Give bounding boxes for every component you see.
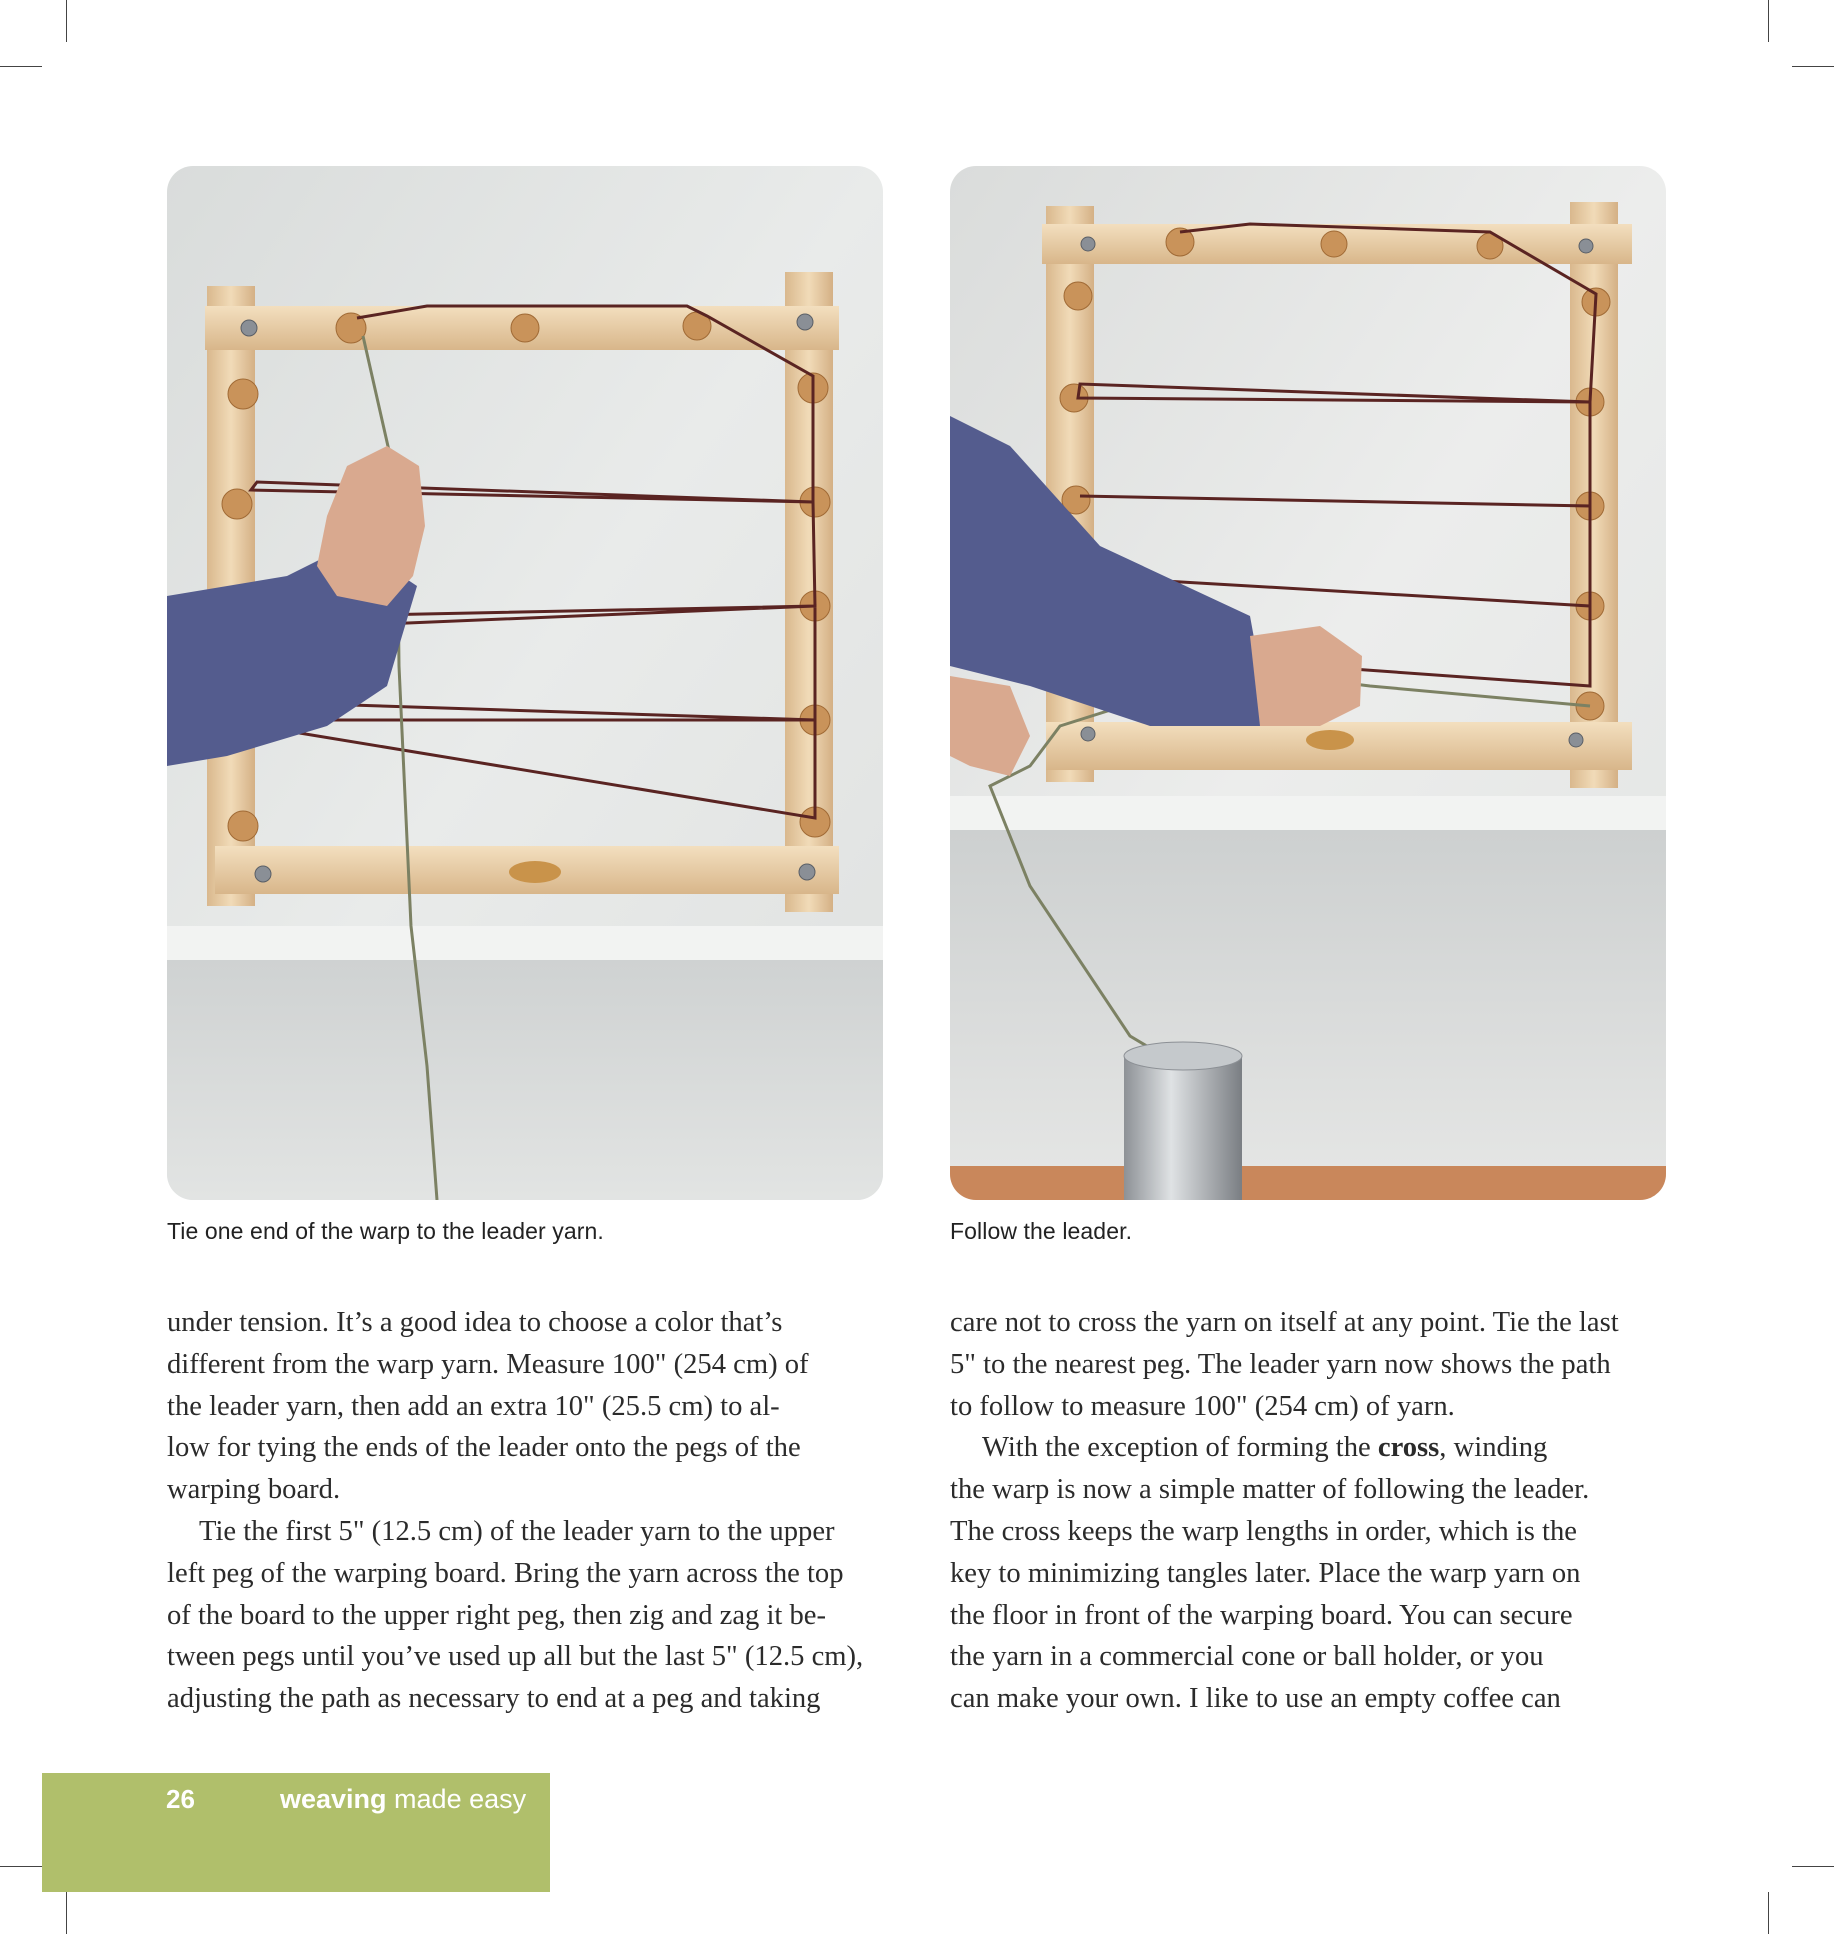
text-line: adjusting the path as necessary to end at a peg and taking (167, 1683, 821, 1715)
text-line (950, 1427, 1672, 1469)
crop-mark (66, 0, 67, 42)
text-line: can make your own. I like to use an empty coffee can (950, 1683, 1561, 1715)
text-line: of the board to the upper right peg, then zig and zag it be- (167, 1599, 827, 1631)
crop-mark (66, 1892, 67, 1934)
photo-warping-board-tie-leader (167, 166, 883, 1200)
paragraph (167, 1302, 889, 1511)
running-title-rest: made easy (386, 1784, 527, 1814)
text-line: warping board. (167, 1474, 341, 1506)
text-line: key to minimizing tangles later. Place the warp yarn on (950, 1557, 1581, 1589)
page-number: 26 (166, 1784, 195, 1814)
text-line: low for tying the ends of the leader onto the pegs of the (167, 1432, 801, 1464)
crop-mark (1792, 66, 1834, 67)
crop-mark (1792, 1866, 1834, 1867)
text-line: to follow to measure 100" (254 cm) of yarn. (950, 1390, 1455, 1422)
figure-caption-left: Tie one end of the warp to the leader yarn. (167, 1218, 604, 1244)
photo-warping-board-follow-leader (950, 166, 1666, 1200)
text-line: under tension. It’s a good idea to choose a color that’s (167, 1307, 783, 1338)
paragraph (167, 1511, 889, 1720)
text-line: Tie the first 5" (12.5 cm) of the leader yarn to the upper (199, 1515, 835, 1547)
text-line: the warp is now a simple matter of following the leader. (950, 1474, 1590, 1506)
text-line: the yarn in a commercial cone or ball holder, or you (950, 1641, 1544, 1673)
text-line: care not to cross the yarn on itself at any point. Tie the last (950, 1307, 1619, 1338)
text-run: , winding (1439, 1432, 1548, 1464)
body-column-left (167, 1302, 889, 1720)
paragraph (950, 1302, 1672, 1427)
crop-mark (1768, 0, 1769, 42)
running-title (280, 1784, 526, 1815)
text-run: With the exception of forming the (982, 1432, 1378, 1464)
running-title-bold: weaving (280, 1784, 387, 1814)
text-line: the leader yarn, then add an extra 10" (25.5 cm) to al- (167, 1390, 780, 1422)
text-line: different from the warp yarn. Measure 100" (254 cm) of (167, 1348, 809, 1380)
paragraph (950, 1427, 1672, 1720)
crop-mark (0, 1866, 42, 1867)
crop-mark (1768, 1892, 1769, 1934)
term-cross: cross (1377, 1432, 1440, 1464)
text-line: the floor in front of the warping board. You can secure (950, 1599, 1573, 1631)
text-line: left peg of the warping board. Bring the yarn across the top (167, 1557, 844, 1589)
body-column-right (950, 1302, 1672, 1720)
crop-mark (0, 66, 42, 67)
text-line: 5" to the nearest peg. The leader yarn now shows the path (950, 1348, 1611, 1380)
figure-caption-right: Follow the leader. (950, 1218, 1133, 1244)
text-line: The cross keeps the warp lengths in order, which is the (950, 1515, 1577, 1547)
text-line: tween pegs until you’ve used up all but the last 5" (12.5 cm), (167, 1641, 864, 1673)
